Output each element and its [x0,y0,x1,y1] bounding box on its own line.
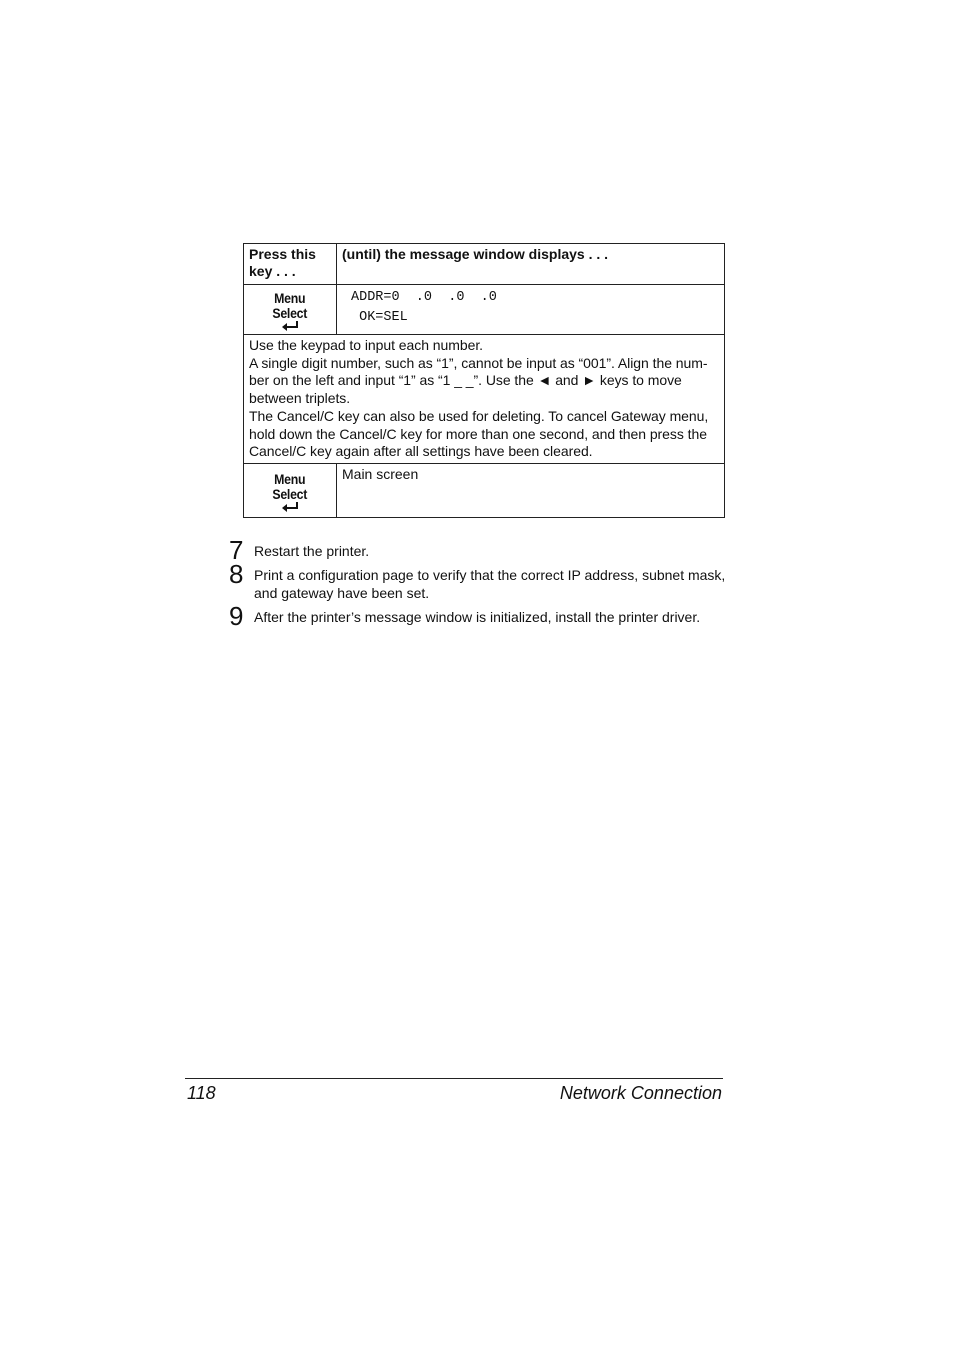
menu-select-key [244,285,336,331]
lcd-line-1: ADDR=0 .0 .0 .0 [351,290,497,305]
key-label-select: Select [272,486,308,502]
page-number: 118 [187,1083,216,1103]
display-cell [337,464,725,518]
step-number: 7 [229,535,244,565]
display-text: Main screen [342,466,419,482]
header-message-window: (until) the message window displays . . . [337,244,725,285]
step-number: 8 [229,559,244,589]
key-cell [244,464,337,518]
footer-divider [185,1078,723,1079]
lcd-line-2: OK=SEL [351,310,408,325]
display-cell [337,285,725,335]
enter-arrow-icon [281,502,299,512]
note-line-3: The Cancel/C key can also be used for deleting. To cancel Gateway menu, hold down the Cancel/C key for more than one second, and then press the Cancel/C key again after all settings have been cleared. [249,407,709,460]
lcd-display [337,285,724,328]
key-instruction-table [243,243,725,518]
header-press-key: Press this key . . . [244,244,337,285]
key-label-menu: Menu [274,471,306,487]
step-item [229,601,729,631]
chapter-title: Network Connection [559,1083,722,1103]
step-item [229,559,729,602]
step-text: Print a configuration page to verify that the correct IP address, subnet mask, and gateway have been set. [254,567,726,601]
key-cell [244,285,337,335]
step-text: After the printer’s message window is initialized, install the printer driver. [254,609,701,625]
note-cell [244,335,725,464]
key-label-select: Select [272,305,308,321]
step-text: Restart the printer. [254,543,370,559]
step-list [229,534,729,631]
enter-arrow-icon [281,321,299,331]
step-number: 9 [229,601,244,631]
table-row [244,285,725,335]
table-row [244,464,725,518]
table-note-row [244,335,725,464]
table-header-row [244,244,725,285]
note-line-2: A single digit number, such as “1”, cannot be input as “001”. Align the num-ber on the left and input “1” as “1 _ _”. Use the ◄ and ► keys to move between triplets. [249,354,708,407]
key-label-menu: Menu [274,290,306,306]
step-item [229,535,729,565]
menu-select-key [244,464,336,512]
note-line-1: Use the keypad to input each number. [249,337,484,353]
